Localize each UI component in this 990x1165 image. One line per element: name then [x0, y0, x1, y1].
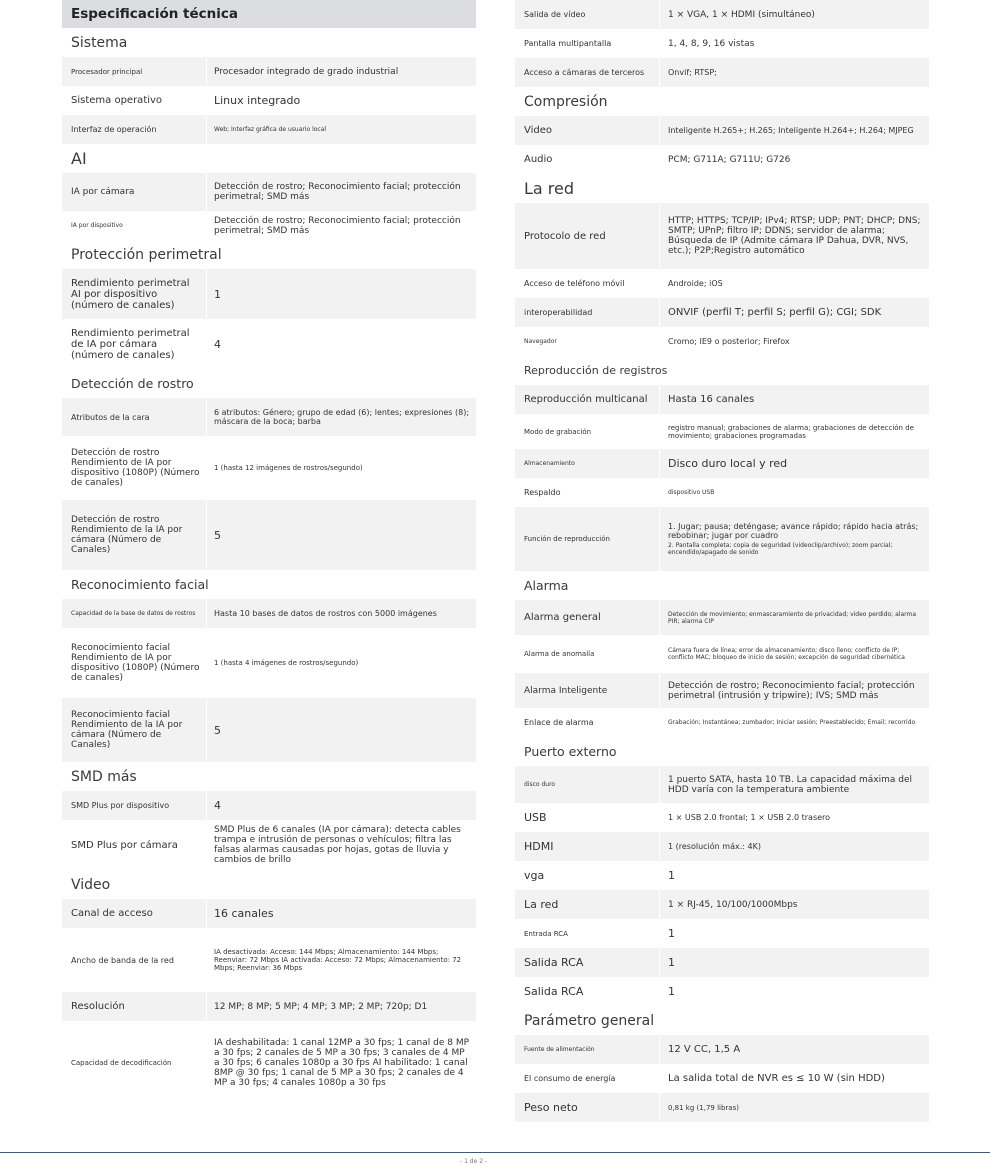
- spec-row-acceso-de-telefono-movil: [515, 269, 929, 298]
- spec-value: 1: [668, 869, 675, 882]
- spec-label: El consumo de energía: [515, 1064, 660, 1093]
- spec-label: SMD Plus por dispositivo: [62, 791, 207, 820]
- spec-label: Respaldo: [515, 478, 660, 507]
- spec-row-salida-rca: [515, 948, 929, 977]
- spec-row-deteccion-de-rostro-rendimiento-de-la-ia: [62, 500, 476, 570]
- spec-value: Grabación; Instantánea; zumbador; Iniciar sesión; Preestablecido; Email; recorrido: [668, 719, 916, 726]
- spec-value: 12 V CC, 1,5 A: [668, 1044, 741, 1055]
- spec-value: dispositivo USB: [668, 489, 715, 496]
- spec-value: 1 (resolución máx.: 4K): [668, 842, 761, 851]
- spec-label: Almacenamiento: [515, 449, 660, 478]
- spec-row-ancho-de-banda-de-la-red: [62, 928, 476, 992]
- spec-value-line: 1. Jugar; pausa; deténgase; avance rápido; rápido hacia atrás; rebobinar; jugar por cuadro: [668, 522, 919, 540]
- spec-label: Salida de vídeo: [515, 0, 660, 29]
- spec-label: Fuente de alimentación: [515, 1035, 660, 1064]
- spec-label: Atributos de la cara: [62, 398, 207, 436]
- spec-row-salida-rca: [515, 977, 929, 1006]
- spec-row-interoperabilidad: [515, 298, 929, 327]
- spec-label: Sistema operativo: [62, 86, 207, 115]
- spec-row-capacidad-de-la-base-de-datos-de-rostros: [62, 599, 476, 628]
- spec-row-ia-por-dispositivo: [62, 211, 476, 240]
- spec-label: Pantalla multipantalla: [515, 29, 660, 58]
- spec-label: Reconocimiento facial Rendimiento de IA por dispositivo (1080P) (Número de canales): [62, 628, 207, 698]
- spec-row-reconocimiento-facial-rendimiento-de-ia-: [62, 628, 476, 698]
- spec-row-reconocimiento-facial-rendimiento-de-la-: [62, 698, 476, 762]
- spec-value: 16 canales: [214, 907, 274, 920]
- spec-value: SMD Plus de 6 canales (IA por cámara): detecta cables trampa e intrusión de personas o vehículos; filtra las falsas alarmas causadas por hojas, gotas de lluvia y cambios de brillo: [214, 825, 461, 865]
- spec-row-pantalla-multipantalla: [515, 29, 929, 58]
- spec-row-disco-duro: [515, 766, 929, 803]
- right-spec-column: [515, 0, 929, 1122]
- spec-row-procesador-principal: [62, 57, 476, 86]
- spec-value: 1: [668, 956, 675, 969]
- spec-row-usb: [515, 803, 929, 832]
- footer-divider: [0, 1152, 990, 1153]
- spec-value: 1: [668, 927, 675, 940]
- spec-value: 1 × VGA, 1 × HDMI (simultáneo): [668, 9, 815, 20]
- spec-label: Enlace de alarma: [515, 708, 660, 737]
- spec-row-ia-por-camara: [62, 173, 476, 211]
- section-heading-parametro-general: Parámetro general: [524, 1012, 655, 1029]
- spec-label: Rendimiento perimetral AI por dispositivo (número de canales): [62, 269, 207, 319]
- spec-label: Capacidad de la base de datos de rostros: [62, 599, 207, 628]
- spec-label: Acceso de teléfono móvil: [515, 269, 660, 298]
- spec-value: Detección de rostro; Reconocimiento facial; protección perimetral; SMD más: [214, 182, 461, 202]
- section-heading-ai: AI: [71, 149, 87, 168]
- section-heading-sistema: Sistema: [71, 34, 128, 51]
- spec-value: 0,81 kg (1,79 libras): [668, 1103, 739, 1112]
- spec-row-funcion-de-reproduccion: [515, 507, 929, 571]
- spec-value: Linux integrado: [214, 94, 301, 107]
- section-heading-video: Video: [71, 876, 111, 893]
- spec-value: Onvif; RTSP;: [668, 68, 717, 77]
- spec-row-atributos-de-la-cara: [62, 398, 476, 436]
- section-heading-smd-mas: SMD más: [71, 768, 137, 785]
- spec-value: ONVIF (perfil T; perfil S; perfil G); CGI; SDK: [668, 307, 882, 318]
- section-heading-deteccion-de-rostro: Detección de rostro: [71, 376, 194, 391]
- section-heading-proteccion-perimetral: Protección perimetral: [71, 246, 222, 263]
- spec-label: Detección de rostro Rendimiento de la IA por cámara (Número de Canales): [62, 500, 207, 570]
- spec-value: IA desactivada: Acceso: 144 Mbps; Almacenamiento: 144 Mbps; Reenviar: 72 Mbps IA activada: Acceso: 72 Mbps; Almacenamiento: 72 Mbps; Reenviar: 36 Mbps: [214, 948, 462, 972]
- spec-value: 5: [214, 528, 221, 542]
- spec-label: Capacidad de decodificación: [62, 1021, 207, 1105]
- spec-value: 1 × USB 2.0 frontal; 1 × USB 2.0 trasero: [668, 813, 831, 822]
- spec-value-line: 2. Pantalla completa; copia de seguridad (videoclip/archivo); zoom parcial; encendido/apagado de sonido: [668, 542, 893, 556]
- spec-label: HDMI: [515, 832, 660, 861]
- spec-row-video: [515, 116, 929, 145]
- spec-row-audio: [515, 145, 929, 174]
- spec-row-respaldo: [515, 478, 929, 507]
- spec-value: Cámara fuera de línea; error de almacenamiento; disco lleno; conflicto de IP; conflicto MAC; bloqueo de inicio de sesión; excepción de seguridad cibernética: [668, 647, 905, 661]
- spec-label: Resolución: [62, 992, 207, 1021]
- section-heading-alarma: Alarma: [524, 578, 569, 593]
- spec-label: vga: [515, 861, 660, 890]
- spec-value: Detección de rostro; Reconocimiento facial; protección perimetral (intrusión y tripwire); IVS; SMD más: [668, 680, 915, 701]
- left-spec-column: [62, 0, 476, 1105]
- spec-value: 5: [214, 723, 221, 737]
- spec-title: Especificación técnica: [62, 0, 476, 28]
- spec-label: Navegador: [515, 327, 660, 356]
- spec-value: Cromo; IE9 o posterior; Firefox: [668, 337, 790, 346]
- spec-value: 1 puerto SATA, hasta 10 TB. La capacidad máxima del HDD varía con la temperatura ambiente: [668, 774, 913, 795]
- spec-row-smd-plus-por-dispositivo: [62, 791, 476, 820]
- spec-row-rendimiento-perimetral-ai-por-dispositiv: [62, 269, 476, 319]
- spec-label: Salida RCA: [515, 977, 660, 1006]
- spec-value: 1 (hasta 12 imágenes de rostros/segundo): [214, 464, 363, 472]
- spec-value: 1, 4, 8, 9, 16 vistas: [668, 38, 755, 49]
- spec-row-protocolo-de-red: [515, 203, 929, 269]
- spec-value: Procesador integrado de grado industrial: [214, 66, 399, 77]
- section-heading-puerto-externo: Puerto externo: [524, 744, 617, 759]
- section-heading-reconocimiento-facial: Reconocimiento facial: [71, 577, 209, 592]
- spec-row-hdmi: [515, 832, 929, 861]
- spec-row-alarma-general: [515, 600, 929, 635]
- spec-label: Entrada RCA: [515, 919, 660, 948]
- spec-value: registro manual; grabaciones de alarma; grabaciones de detección de movimiento; grabaciones programadas: [668, 423, 914, 440]
- spec-row-rendimiento-perimetral-de-ia-por-camara-: [62, 319, 476, 369]
- spec-label: Modo de grabación: [515, 414, 660, 449]
- spec-row-enlace-de-alarma: [515, 708, 929, 737]
- spec-label: Reproducción multicanal: [515, 385, 660, 414]
- spec-value: [660, 507, 929, 571]
- spec-label: Reconocimiento facial Rendimiento de la IA por cámara (Número de Canales): [62, 698, 207, 762]
- spec-row-capacidad-de-decodificacion: [62, 1021, 476, 1105]
- spec-label: interoperabilidad: [515, 298, 660, 327]
- spec-value: 12 MP; 8 MP; 5 MP; 4 MP; 3 MP; 2 MP; 720p; D1: [214, 1001, 428, 1012]
- spec-value: 6 atributos: Género; grupo de edad (6); lentes; expresiones (8); máscara de la boca; barba: [214, 408, 470, 426]
- spec-label: Procesador principal: [62, 57, 207, 86]
- spec-label: Función de reproducción: [515, 507, 660, 571]
- spec-row-navegador: [515, 327, 929, 356]
- spec-label: Ancho de banda de la red: [62, 928, 207, 992]
- spec-row-resolucion: [62, 992, 476, 1021]
- section-heading-reproduccion-de-registros: Reproducción de registros: [524, 364, 668, 377]
- spec-label: Alarma general: [515, 600, 660, 635]
- spec-value: 1 × RJ-45, 10/100/1000Mbps: [668, 899, 798, 910]
- spec-row-salida-de-video: [515, 0, 929, 29]
- page-footer: - 1 de 2 -: [460, 1158, 488, 1165]
- spec-row-reproduccion-multicanal: [515, 385, 929, 414]
- spec-value: Inteligente H.265+; H.265; Inteligente H.264+; H.264; MJPEG: [668, 126, 914, 135]
- spec-label: USB: [515, 803, 660, 832]
- spec-row-interfaz-de-operacion: [62, 115, 476, 144]
- spec-row-deteccion-de-rostro-rendimiento-de-ia-po: [62, 436, 476, 500]
- spec-row-peso-neto: [515, 1093, 929, 1122]
- spec-row-entrada-rca: [515, 919, 929, 948]
- spec-row-almacenamiento: [515, 449, 929, 478]
- spec-label: Protocolo de red: [515, 203, 660, 269]
- spec-label: Canal de acceso: [62, 899, 207, 928]
- spec-label: Video: [515, 116, 660, 145]
- spec-value: La salida total de NVR es ≤ 10 W (sin HDD): [668, 1073, 885, 1084]
- spec-value: Disco duro local y red: [668, 457, 788, 470]
- spec-label: Alarma Inteligente: [515, 673, 660, 708]
- spec-value: PCM; G711A; G711U; G726: [668, 154, 791, 165]
- spec-label: Detección de rostro Rendimiento de IA por dispositivo (1080P) (Número de canales): [62, 436, 207, 500]
- spec-value: Androide; iOS: [668, 279, 723, 288]
- spec-label: SMD Plus por cámara: [62, 820, 207, 870]
- section-heading-la-red: La red: [524, 179, 575, 198]
- spec-value: Detección de rostro; Reconocimiento facial; protección perimetral; SMD más: [214, 215, 461, 236]
- spec-label: Salida RCA: [515, 948, 660, 977]
- spec-label: Rendimiento perimetral de IA por cámara (número de canales): [62, 319, 207, 369]
- spec-value: Detección de movimiento; enmascaramiento de privacidad; video perdido; alarma PIR; alarma CIP: [668, 610, 917, 625]
- spec-row-alarma-de-anomalia: [515, 635, 929, 673]
- spec-row-vga: [515, 861, 929, 890]
- spec-label: Peso neto: [515, 1093, 660, 1122]
- spec-label: IA por cámara: [62, 173, 207, 211]
- spec-row-alarma-inteligente: [515, 673, 929, 708]
- spec-row-el-consumo-de-energia: [515, 1064, 929, 1093]
- right-spec-body: [515, 0, 929, 1122]
- spec-value: Hasta 10 bases de datos de rostros con 5000 imágenes: [214, 609, 437, 618]
- spec-row-sistema-operativo: [62, 86, 476, 115]
- spec-value: 4: [214, 799, 221, 812]
- spec-row-smd-plus-por-camara: [62, 820, 476, 870]
- spec-value: Hasta 16 canales: [668, 394, 755, 405]
- spec-label: Acceso a cámaras de terceros: [515, 58, 660, 87]
- spec-value: 1 (hasta 4 imágenes de rostros/segundo): [214, 659, 359, 667]
- spec-label: La red: [515, 890, 660, 919]
- spec-row-canal-de-acceso: [62, 899, 476, 928]
- left-spec-body: [62, 28, 476, 1105]
- spec-row-la-red: [515, 890, 929, 919]
- spec-label: IA por dispositivo: [62, 211, 207, 240]
- spec-label: Audio: [515, 145, 660, 174]
- spec-value: Web; Interfaz gráfica de usuario local: [214, 126, 327, 133]
- spec-row-modo-de-grabacion: [515, 414, 929, 449]
- spec-value: 4: [214, 337, 221, 351]
- spec-value: IA deshabilitada: 1 canal 12MP a 30 fps; 1 canal de 8 MP a 30 fps; 2 canales de 5 MP a 30 fps; 3 canales de 4 MP a 30 fps; 6 canales 1080p a 30 fps AI habilitado: 1 canal 8MP @ 30 fps; 1 canal de 5 MP a 30 fps; 2 canales de 4 MP a 30 fps; 4 canales 1080p a 30 fps: [214, 1038, 470, 1088]
- section-heading-compresion: Compresión: [524, 93, 608, 110]
- spec-value: 1: [214, 287, 221, 301]
- spec-row-fuente-de-alimentacion: [515, 1035, 929, 1064]
- spec-label: Interfaz de operación: [62, 115, 207, 144]
- spec-label: disco duro: [515, 766, 660, 803]
- spec-value: 1: [668, 985, 675, 998]
- spec-row-acceso-a-camaras-de-terceros: [515, 58, 929, 87]
- spec-label: Alarma de anomalía: [515, 635, 660, 673]
- spec-value: HTTP; HTTPS; TCP/IP; IPv4; RTSP; UDP; PNT; DHCP; DNS; SMTP; UPnP; filtro IP; DDNS; servidor de alarma; Búsqueda de IP (Admite cámara IP Dahua, DVR, NVS, etc.); P2P;Registro automático: [668, 216, 921, 256]
